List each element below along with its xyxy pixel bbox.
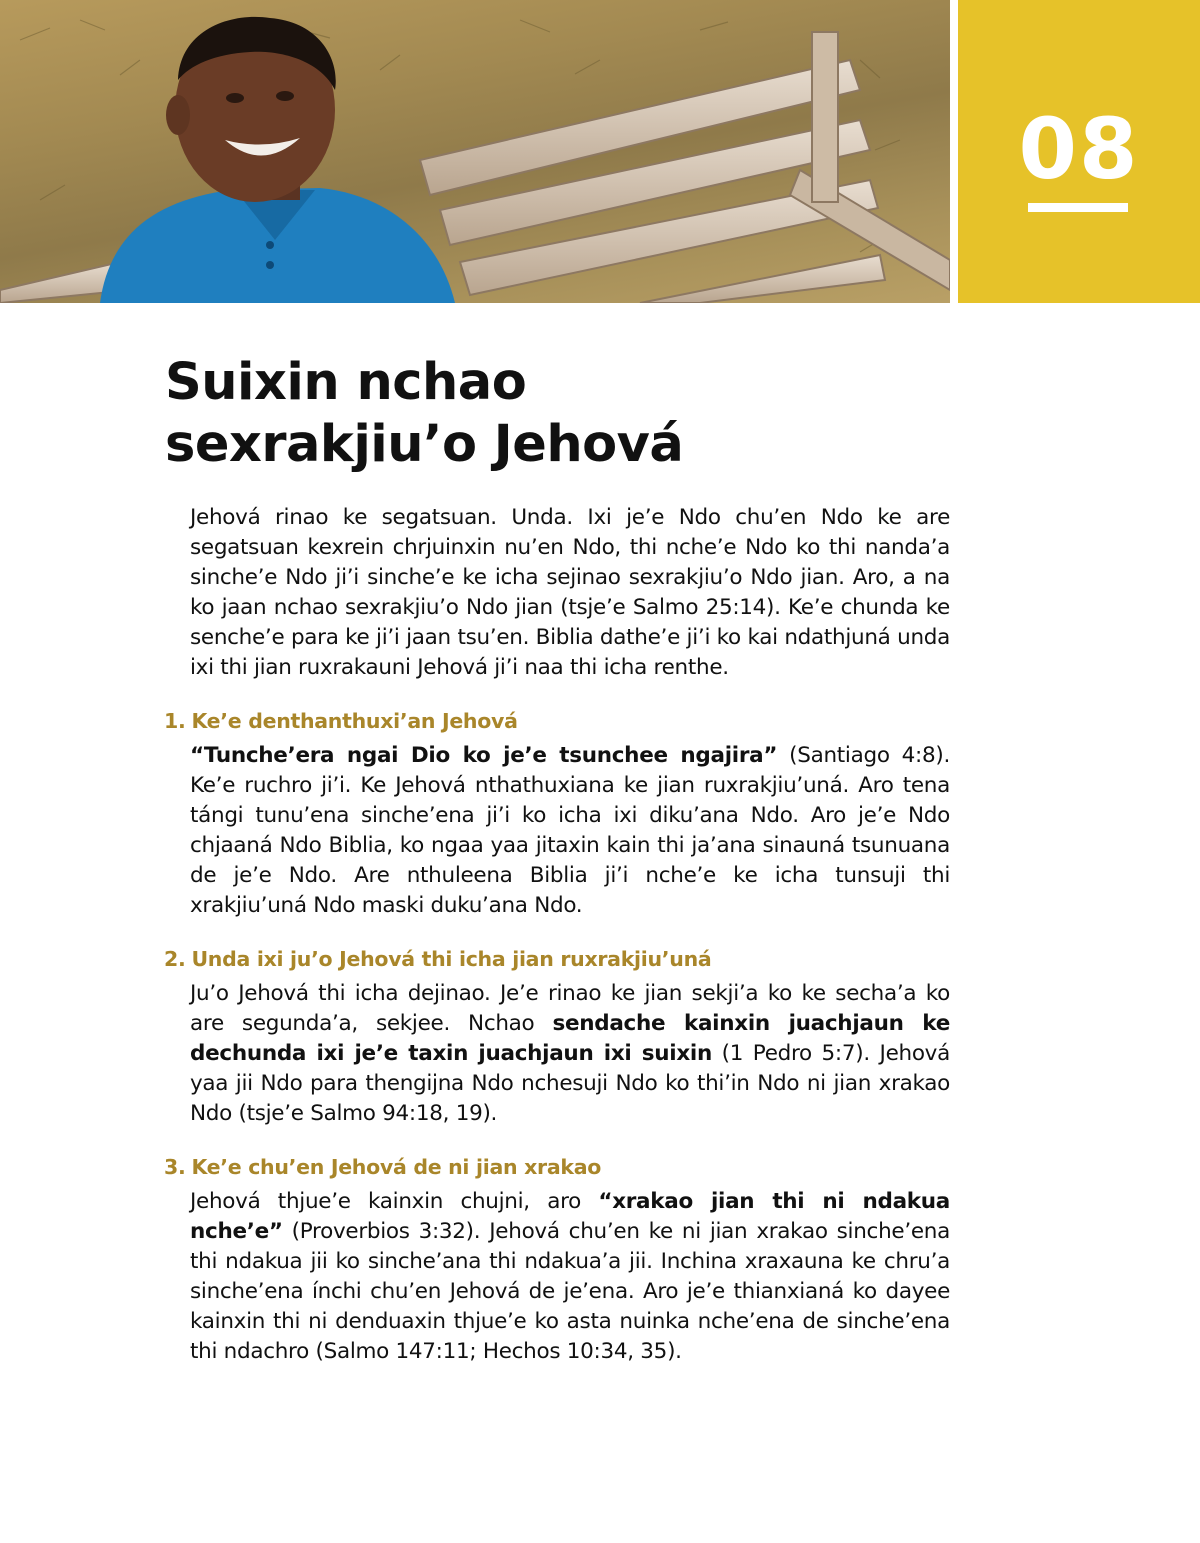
intro-paragraph: Jehová rinao ke segatsuan. Unda. Ixi je’e Ndo chu’en Ndo ke are segatsuan kexrein chrjuinxin nu’en Ndo, thi nche’e Ndo ko thi nanda’a sinche’e Ndo ji’i sinche’e ke icha sejinao sexrakjiu’o Ndo jian. Aro, a na ko jaan nchao sexrakjiu’o Ndo jian (tsje’e Salmo 25:14). Ke’e chunda ke senche’e para ke ji’i jaan tsu’en. Biblia dathe’e ji’i ko kai ndathjuná unda ixi thi jian ruxrakauni Jehová ji’i naa thi icha renthe. [190, 505, 950, 680]
scripture-quote: “Tunche’era ngai Dio ko je’e tsunchee ngajira” [190, 743, 778, 768]
title-line-1: Suixin nchao [165, 353, 527, 412]
section-heading-1 [164, 707, 950, 735]
chapter-badge [958, 0, 1200, 303]
section-number: 2. [164, 947, 186, 971]
section-paragraph-1 [190, 741, 950, 921]
paragraph-text: Ju’o Jehová thi icha dejinao. Je’e rinao ke jian sekji’a ko ke secha’a ko are segunda’a, sekjee. Nchao [190, 981, 950, 1036]
paragraph-text: (Santiago 4:8). Ke’e ruchro ji’i. Ke Jehová nthathuxiana ke jian ruxrakjiu’uná. Aro tena tángi tunu’ena sinche’ena ji’i ko icha ixi diku’ana Ndo. Aro je’e Ndo chjaaná Ndo Biblia, ko ngaa yaa jitaxin kain thi ja’ana sinauná tsunuana de je’e Ndo. Are nthuleena Biblia ji’i nche’e ke icha tunsuji thi xrakjiu’uná Ndo maski duku’ana Ndo. [190, 743, 950, 918]
emphasis-text: sendache kainxin juachjaun ke dechunda ixi je’e taxin juachjaun ixi suixin [190, 1011, 951, 1066]
section-title: Ke’e denthanthuxi’an Jehová [191, 709, 518, 733]
section-number: 1. [164, 709, 186, 733]
emphasis-text: “xrakao jian thi ni ndakua nche’e” [190, 1189, 950, 1244]
article-body [164, 503, 951, 1367]
section-number: 3. [164, 1155, 186, 1179]
section-title: Unda ixi ju’o Jehová thi icha jian ruxrakjiu’uná [191, 947, 712, 971]
section-title: Ke’e chu’en Jehová de ni jian xrakao [191, 1155, 602, 1179]
paragraph-text: (1 Pedro 5:7). Jehová yaa jii Ndo para thengijna Ndo nchesuji Ndo ko thi’in Ndo ni jian xrakao Ndo (tsje’e Salmo 94:18, 19). [190, 1041, 950, 1126]
title-line-2: sexrakjiu’o Jehová [165, 415, 684, 474]
chapter-underline [1028, 203, 1128, 212]
section-paragraph-3 [190, 1187, 950, 1367]
paragraph-text: (Proverbios 3:32). Jehová chu’en ke ni jian xrakao sinche’ena thi ndakua jii ko sinche’ana thi ndakua’a jii. Inchina xraxauna ke chru’a sinche’ena ínchi chu’en Jehová de je’ena. Aro je’e thianxianá ko dayee kainxin thi ni denduaxin thjue’e ko asta nuinka nche’ena de sinche’ena thi ndachro (Salmo 147:11; Hechos 10:34, 35). [190, 1219, 950, 1364]
man-on-bench-illustration [0, 0, 950, 303]
section-paragraph-2 [190, 979, 950, 1129]
page-title [165, 352, 965, 476]
hero-photo [0, 0, 950, 303]
section-heading-2 [164, 945, 950, 973]
section-heading-3 [164, 1153, 950, 1181]
paragraph-text: Jehová thjue’e kainxin chujni, aro [190, 1189, 599, 1214]
chapter-number: 08 [1018, 100, 1140, 198]
